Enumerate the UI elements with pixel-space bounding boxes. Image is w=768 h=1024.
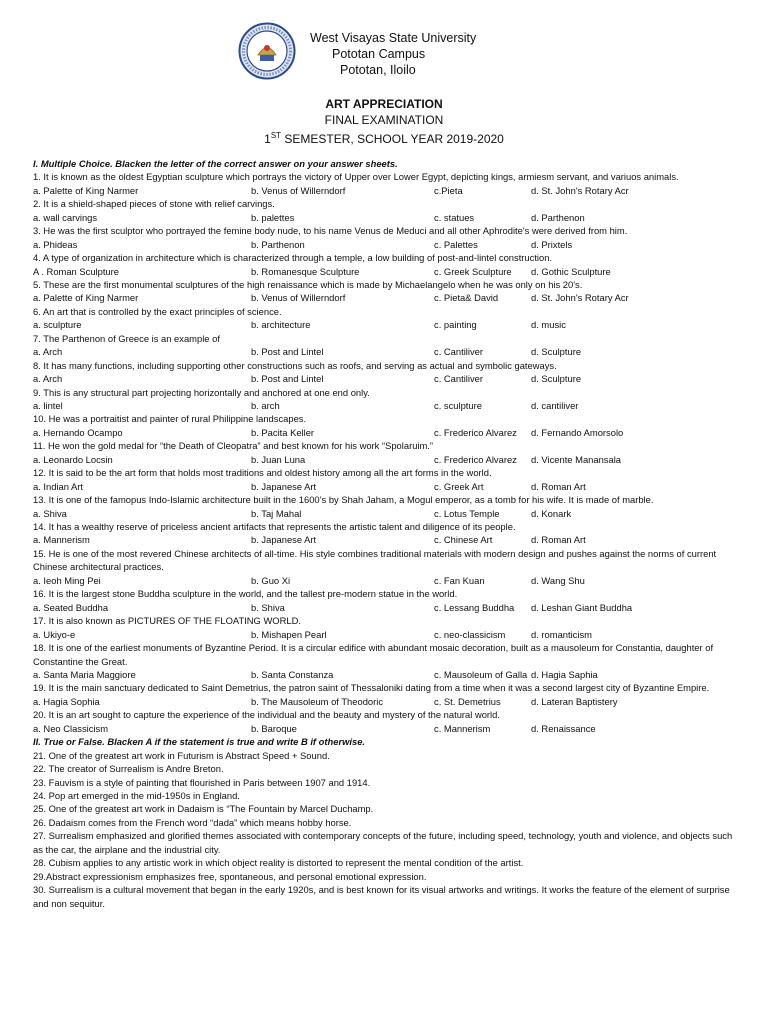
question-text: 13. It is one of the famopus Indo-Islamic architecture built in the 1600’s by Shah Jaham, a Mogul emperor, as a tomb for his wife. It is made of marble. (33, 494, 654, 506)
semester-number: 1 (264, 132, 271, 146)
true-false-item: 22. The creator of Surrealism is Andre Breton. (33, 763, 224, 775)
answer-option: a. Mannerism (33, 534, 90, 546)
answer-options (33, 507, 738, 520)
question-text: 17. It is also known as PICTURES OF THE FLOATING WORLD. (33, 615, 301, 627)
answer-option: d. Gothic Sculpture (531, 265, 611, 277)
answer-option: b. Japanese Art (251, 534, 317, 546)
question-item (33, 224, 738, 251)
answer-option: c. St. Demetrius (434, 695, 501, 707)
answer-options (33, 184, 738, 197)
question-item (33, 359, 738, 386)
answer-options (33, 533, 738, 546)
answer-options (33, 238, 738, 251)
campus-location: Pototan, Iloilo (340, 63, 416, 77)
answer-option: c. Lotus Temple (434, 507, 500, 519)
answer-option: d. St. John's Rotary Acr (531, 184, 629, 196)
true-false-item: 25. One of the greatest art work in Dadaism is “The Fountain by Marcel Duchamp. (33, 803, 374, 815)
question-item (33, 439, 738, 466)
answer-option: b. The Mausoleum of Theodoric (251, 695, 384, 707)
answer-option: b. palettes (251, 211, 295, 223)
answer-option: a. Ukiyo-e (33, 628, 76, 640)
answer-option: b. Baroque (251, 722, 297, 734)
exam-body (33, 157, 738, 910)
question-text: 19. It is the main sanctuary dedicated to Saint Demetrius, the patron saint of Thessaloniki dating from a time when it was a second largest city of Byzantine Empire. (33, 682, 710, 694)
answer-option: d. Konark (531, 507, 572, 519)
answer-option: c. Cantiliver (434, 373, 483, 385)
answer-option: d. Parthenon (531, 211, 585, 223)
exam-semester (0, 128, 768, 147)
answer-option: a. Phideas (33, 238, 78, 250)
true-false-item: 29.Abstract expressionism emphasizes free, spontaneous, and personal emotional expression. (33, 870, 427, 882)
answer-option: b. Pacita Keller (251, 426, 315, 438)
answer-options (33, 318, 738, 331)
answer-option: d. Roman Art (531, 480, 586, 492)
answer-option: d. Wang Shu (531, 574, 585, 586)
answer-option: d. Sculpture (531, 373, 582, 385)
question-item (33, 466, 738, 493)
answer-option: a. sculpture (33, 319, 82, 331)
answer-option: a. wall carvings (33, 211, 98, 223)
answer-option: b. Taj Mahal (251, 507, 302, 519)
answer-option: d. Lateran Baptistery (531, 695, 618, 707)
question-text: 18. It is one of the earliest monuments of Byzantine Period. It is a circular edifice with abundant mosaic decoration, built as a mausoleum for Constantia, daughter of Constantine the Great. (33, 642, 714, 667)
answer-option: b. Shiva (251, 601, 285, 613)
answer-options (33, 372, 738, 385)
answer-option: a. lintel (33, 400, 63, 412)
answer-option: d. Roman Art (531, 534, 586, 546)
answer-option: d. romanticism (531, 628, 592, 640)
answer-option: b. Japanese Art (251, 480, 317, 492)
answer-option: c. Lessang Buddha (434, 601, 515, 613)
question-item (33, 520, 738, 547)
answer-option: d. music (531, 319, 566, 331)
answer-option: c. Frederico Alvarez (434, 426, 517, 438)
semester-text: SEMESTER, SCHOOL YEAR 2019-2020 (281, 132, 504, 146)
answer-option: d. Hagia Saphia (531, 668, 598, 680)
answer-option: c. Greek Sculpture (434, 265, 512, 277)
question-text: 20. It is an art sought to capture the experience of the individual and the beauty and mystery of the natural world. (33, 709, 500, 721)
question-text: 12. It is said to be the art form that holds most traditions and oldest history among all the art forms in the world. (33, 467, 492, 479)
question-item (33, 386, 738, 413)
answer-option: b. arch (251, 400, 280, 412)
letterhead-text (310, 30, 550, 78)
answer-option: b. Post and Lintel (251, 346, 324, 358)
answer-option: c. painting (434, 319, 477, 331)
answer-option: d. cantiliver (531, 400, 579, 412)
answer-option: c.Pieta (434, 184, 463, 196)
question-item (33, 708, 738, 735)
answer-option: a. Hagia Sophia (33, 695, 100, 707)
answer-option: a. Arch (33, 346, 63, 358)
true-false-item: 27. Surrealism emphasized and glorified themes associated with contemporary concepts of the future, including speed, technology, youth and violence, and objects such as the car, the airplane and the industrial city. (33, 830, 733, 855)
answer-options (33, 291, 738, 304)
answer-options (33, 574, 738, 587)
question-item (33, 251, 738, 278)
true-false-item: 24. Pop art emerged in the mid-1950s in England. (33, 789, 240, 801)
question-item (33, 197, 738, 224)
university-name: West Visayas State University (310, 31, 477, 45)
exam-titles (0, 96, 768, 147)
answer-option: c. Greek Art (434, 480, 484, 492)
answer-option: c. Chinese Art (434, 534, 493, 546)
answer-options (33, 426, 738, 439)
letterhead (238, 22, 538, 92)
answer-option: d. Vicente Manansala (531, 453, 621, 465)
true-false-list (33, 749, 738, 910)
question-item (33, 587, 738, 614)
answer-options (33, 722, 738, 735)
answer-option: c. sculpture (434, 400, 482, 412)
answer-option: b. Santa Constanza (251, 668, 334, 680)
answer-option: a. Neo Classicism (33, 722, 109, 734)
answer-option: d. St. John's Rotary Acr (531, 292, 629, 304)
question-item (33, 305, 738, 332)
question-text: 9. This is any structural part projecting horizontally and anchored at one end only. (33, 386, 370, 398)
question-item (33, 493, 738, 520)
question-text: 7. The Parthenon of Greece is an example of (33, 332, 220, 344)
question-text: 1. It is known as the oldest Egyptian sculpture which portrays the victory of Upper over Lower Egypt, depicting kings, armiesm servant, and variuos animals. (33, 171, 679, 183)
question-item (33, 170, 738, 197)
answer-options (33, 265, 738, 278)
question-item (33, 412, 738, 439)
section-1-instruction: I. Multiple Choice. Blacken the letter of the correct answer on your answer sheets. (33, 158, 398, 169)
multiple-choice-list (33, 170, 738, 735)
answer-option: b. Romanesque Sculpture (251, 265, 360, 277)
answer-options (33, 695, 738, 708)
answer-option: d. Renaissance (531, 722, 596, 734)
answer-option: a. Indian Art (33, 480, 84, 492)
semester-ordinal: ST (270, 131, 282, 140)
question-item (33, 641, 738, 681)
answer-options (33, 453, 738, 466)
question-text: 10. He was a portraitist and painter of rural Philippine landscapes. (33, 413, 307, 425)
true-false-item: 28. Cubism applies to any artistic work in which object reality is distorted to represent the mental condition of the artist. (33, 857, 524, 869)
answer-option: a. Shiva (33, 507, 67, 519)
question-item (33, 547, 738, 587)
question-text: 15. He is one of the most revered Chinese architects of all-time. His style combines traditional materials with modern design and pushes against the norms of current Chinese architectural practices. (33, 547, 717, 573)
question-item (33, 278, 738, 305)
answer-option: b. Post and Lintel (251, 373, 324, 385)
answer-option: c. Cantiliver (434, 346, 483, 358)
exam-type: FINAL EXAMINATION (324, 113, 444, 127)
question-text: 2. It is a shield-shaped pieces of stone with relief carvings. (33, 198, 275, 210)
answer-option: b. Parthenon (251, 238, 305, 250)
question-text: 4. A type of organization in architecture which is characterized through a temple, a low building of post-and-lintel construction. (33, 252, 553, 264)
answer-option: a. Palette of King Narmer (33, 184, 139, 196)
answer-option: a. Arch (33, 373, 63, 385)
answer-option: c. Palettes (434, 238, 478, 250)
answer-option: a. Hernando Ocampo (33, 426, 123, 438)
answer-option: b. Mishapen Pearl (251, 628, 327, 640)
answer-option: c. statues (434, 211, 475, 223)
campus-name: Pototan Campus (332, 47, 426, 61)
question-text: 14. It has a wealthy reserve of priceless ancient artifacts that represents the artistic talent and diligence of its people. (33, 521, 516, 533)
true-false-item: 30. Surrealism is a cultural movement that began in the early 1920s, and is best known for its visual artworks and writings. It works the feature of the element of surprise and non sequitur. (33, 884, 730, 909)
true-false-item: 26. Dadaism comes from the French word “dada” which means hobby horse. (33, 816, 352, 828)
answer-option: a. Palette of King Narmer (33, 292, 139, 304)
question-text: 5. These are the first monumental sculptures of the high renaissance which is made by Michaelangelo when he was only on his 20's. (33, 279, 583, 291)
answer-option: b. Venus of Willerndorf (251, 292, 346, 304)
answer-options (33, 345, 738, 358)
answer-option: A . Roman Sculpture (33, 265, 119, 277)
exam-subject: ART APPRECIATION (325, 97, 443, 111)
answer-options (33, 211, 738, 224)
answer-option: a. Leonardo Locsin (33, 453, 113, 465)
question-item (33, 332, 738, 359)
answer-options (33, 480, 738, 493)
answer-option: c. Fan Kuan (434, 574, 485, 586)
true-false-item: 23. Fauvism is a style of painting that flourished in Paris between 1907 and 1914. (33, 776, 371, 788)
answer-option: d. Prixtels (531, 238, 573, 250)
question-text: 3. He was the first sculptor who portrayed the femine body nude, to his name Venus de Meduci and all other Aphrodite's were derived from him. (33, 225, 628, 237)
answer-option: a. Santa Maria Maggiore (33, 668, 136, 680)
answer-option: b. architecture (251, 319, 311, 331)
university-seal-icon (238, 22, 296, 80)
answer-option: b. Venus of Willerndorf (251, 184, 346, 196)
answer-options (33, 601, 738, 614)
answer-option: d. Leshan Giant Buddha (531, 601, 633, 613)
question-text: 8. It has many functions, including supporting other constructions such as roofs, and serving as actual and symbolic gateways. (33, 359, 557, 371)
answer-option: d. Sculpture (531, 346, 582, 358)
answer-option: a. Ieoh Ming Pei (33, 574, 101, 586)
answer-options (33, 399, 738, 412)
true-false-item: 21. One of the greatest art work in Futurism is Abstract Speed + Sound. (33, 749, 330, 761)
answer-option: b. Juan Luna (251, 453, 306, 465)
answer-option: c. Frederico Alvarez (434, 453, 517, 465)
answer-option: a. Seated Buddha (33, 601, 109, 613)
answer-option: c. neo-classicism (434, 628, 506, 640)
question-text: 16. It is the largest stone Buddha sculpture in the world, and the tallest pre-modern statue in the world. (33, 588, 458, 600)
answer-option: d. Fernando Amorsolo (531, 426, 624, 438)
answer-options (33, 628, 738, 641)
answer-option: c. Mannerism (434, 722, 491, 734)
answer-options (33, 668, 738, 681)
answer-option: c. Mausoleum of Galla (434, 668, 528, 680)
question-text: 11. He won the gold medal for “the Death of Cleopatra” and best known for his work “Spolaruim.” (33, 440, 434, 452)
section-2-instruction: II. True or False. Blacken A if the statement is true and write B if otherwise. (33, 736, 366, 748)
answer-option: c. Pieta& David (434, 292, 499, 304)
answer-option: b. Guo Xi (251, 574, 291, 586)
question-item (33, 681, 738, 708)
question-item (33, 614, 738, 641)
question-text: 6. An art that is controlled by the exact principles of science. (33, 305, 282, 317)
